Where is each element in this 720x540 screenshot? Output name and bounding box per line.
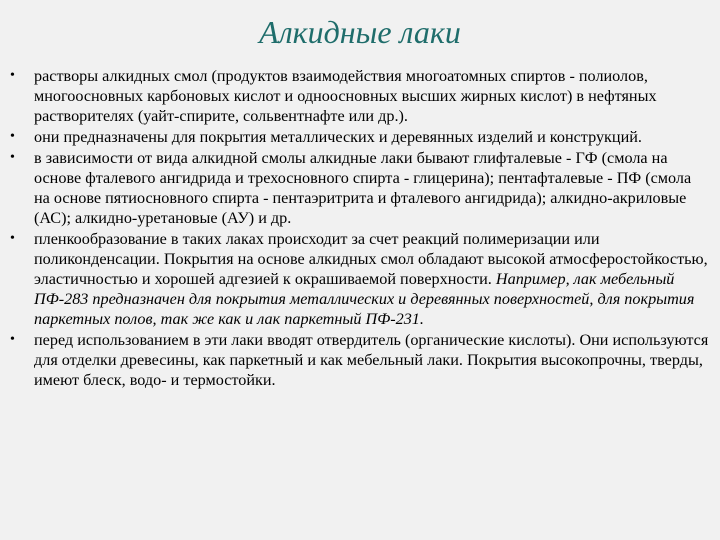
bullet-item-5 [10,330,710,390]
slide-title: Алкидные лаки [259,14,461,50]
bullet-item-4 [10,229,710,329]
bullet-item-2 [10,127,710,147]
bullet-dot-icon: • [10,129,15,144]
bullet-text-3: в зависимости от вида алкидной смолы алкидные лаки бывают глифталевые - ГФ (смола на основе фталевого ангидрида и трехосновного спирта - глицерина); пентафталевые - ПФ (смола на основе пятиосновного спирта - пентаэритрита и фталевого ангидрида); алкидно-акриловые (АС); алкидно-уретановые (АУ) и др. [34,149,692,227]
bullet-item-1 [10,66,710,126]
bullet-dot-icon: • [10,68,15,83]
bullet-text-4-example: Например, лак мебельный ПФ-283 предназначен для покрытия металлических и деревянных поверхностей, для покрытия паркетных полов, так же как и лак паркетный ПФ-231. [34,270,695,328]
bullet-text-4: пленкообразование в таких лаках происходит за счет реакций полимеризации или поликонденсации. Покрытия на основе алкидных смол обладают высокой атмосферостойкостью, эластичностью и хорошей адгезией к окрашиваемой поверхности. [34,230,708,288]
bullet-text-2: они предназначены для покрытия металлических и деревянных изделий и конструкций. [34,128,642,146]
bullet-dot-icon: • [10,150,15,165]
bullet-item-3 [10,148,710,228]
bullet-text-5: перед использованием в эти лаки вводят отвердитель (органические кислоты). Они используются для отделки древесины, как паркетный и как мебельный лаки. Покрытия высокопрочны, тверды, имеют блеск, водо- и термостойки. [34,331,709,389]
bullet-dot-icon: • [10,231,15,246]
bullet-text-1: растворы алкидных смол (продуктов взаимодействия многоатомных спиртов - полиолов, многоосновных карбоновых кислот и одноосновных высших жирных кислот) в нефтяных растворителях (уайт-спирите, сольвентнафте или др.). [34,67,657,125]
bullet-dot-icon: • [10,332,15,347]
bullet-list [10,66,710,391]
